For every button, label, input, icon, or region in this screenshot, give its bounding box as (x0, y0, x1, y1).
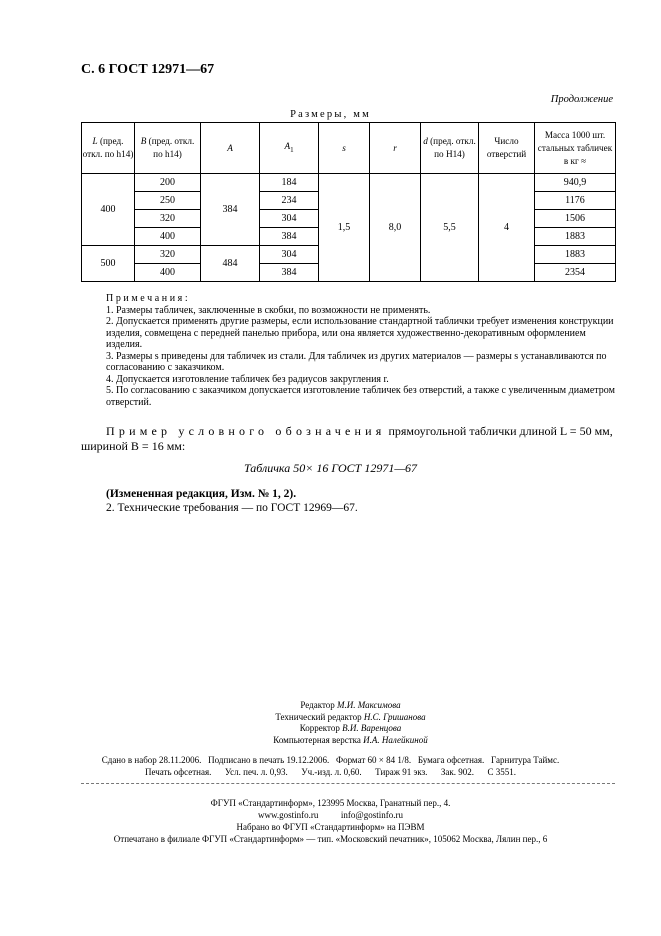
cell-A1: 304 (260, 246, 319, 264)
table-header-row (82, 123, 616, 174)
table-row (82, 174, 616, 192)
header-r: r (370, 123, 421, 174)
header-mass: Масса 1000 шт. стальных табличек в кг ≈ (535, 123, 616, 174)
header-A: A (201, 123, 260, 174)
notes-section (106, 293, 616, 408)
page-header: С. 6 ГОСТ 12971—67 (81, 62, 215, 77)
cell-mass: 1176 (535, 192, 616, 210)
cell-holes: 4 (479, 174, 535, 282)
cell-A1: 234 (260, 192, 319, 210)
note-item: 4. Допускается изготовление табличек без радиусов закругления r. (106, 373, 389, 385)
note-item: 5. По согласованию с заказчиком допускается изготовление табличек без отверстий, а также с увеличенным диаметром отверстий. (106, 385, 615, 408)
example-designation: Табличка 50× 16 ГОСТ 12971—67 (243, 461, 418, 475)
publisher-block (0, 797, 661, 845)
imprint-block (0, 754, 661, 778)
editor-line: Компьютерная верстка И.А. Налейкиной (273, 734, 428, 745)
cell-B: 400 (135, 228, 201, 246)
cell-s: 1,5 (319, 174, 370, 282)
cell-L: 500 (82, 246, 135, 282)
cell-B: 320 (135, 246, 201, 264)
cell-B: 320 (135, 210, 201, 228)
header-d: d (пред. откл. по H14) (421, 123, 479, 174)
imprint-line: Печать офсетная. Усл. печ. л. 0,93. Уч.-изд. л. 0,60. Тираж 91 экз. Зак. 902. С 3551. (144, 767, 517, 777)
header-L: L (пред. откл. по h14) (82, 123, 135, 174)
header-A1: $A_1$ (260, 123, 319, 174)
notes-title: Примечания: (106, 293, 191, 304)
cell-r: 8,0 (370, 174, 421, 282)
imprint-line: Сдано в набор 28.11.2006. Подписано в печать 19.12.2006. Формат 60 × 84 1/8. Бумага офсетная. Гарнитура Таймс. (101, 755, 560, 765)
cell-A: 484 (201, 246, 260, 282)
cell-mass: 1883 (535, 246, 616, 264)
editor-line: Редактор М.И. Максимова (300, 700, 401, 710)
cell-B: 400 (135, 264, 201, 282)
cell-mass: 940,9 (535, 174, 616, 192)
cell-A1: 384 (260, 228, 319, 246)
header-s: s (319, 123, 370, 174)
dimensions-table (81, 122, 616, 282)
note-item: 2. Допускается применять другие размеры, если использование стандартной таблички требует изменения конструкции изделия, совмещена с передней панелью прибора, или она является художественно-декоративным оформлением изделия. (106, 316, 614, 350)
cell-A: 384 (201, 174, 260, 246)
tech-requirements: 2. Технические требования — по ГОСТ 12969—67. (106, 502, 358, 514)
cell-mass: 2354 (535, 264, 616, 282)
divider (81, 783, 615, 784)
cell-B: 250 (135, 192, 201, 210)
publisher-line: www.gostinfo.ru info@gostinfo.ru (258, 810, 403, 820)
cell-d: 5,5 (421, 174, 479, 282)
publisher-line: ФГУП «Стандартинформ», 123995 Москва, Гранатный пер., 4. (210, 798, 451, 808)
header-holes: Число отверстий (479, 123, 535, 174)
cell-A1: 184 (260, 174, 319, 192)
publisher-line: Отпечатано в филиале ФГУП «Стандартинформ» — тип. «Московский печатник», 105062 Москва, Лялин пер., 6 (113, 834, 548, 844)
header-B: B (пред. откл. по h14) (135, 123, 201, 174)
continuation-label: Продолжение (550, 94, 613, 105)
cell-B: 200 (135, 174, 201, 192)
cell-L: 400 (82, 174, 135, 246)
amendment-note: (Измененная редакция, Изм. № 1, 2). (106, 488, 297, 500)
publisher-line: Набрано во ФГУП «Стандартинформ» на ПЭВМ (236, 822, 425, 832)
cell-A1: 384 (260, 264, 319, 282)
example-lead: Пример условного обозначения (106, 424, 386, 438)
note-item: 3. Размеры s приведены для табличек из стали. Для табличек из других материалов — размеры s устанавливаются по согласованию с заказчиком. (106, 350, 607, 373)
editor-line: Технический редактор Н.С. Гришанова (275, 711, 426, 722)
example-paragraph (81, 424, 616, 454)
cell-A1: 304 (260, 210, 319, 228)
note-item: 1. Размеры табличек, заключенные в скобки, по возможности не применять. (106, 304, 431, 316)
cell-mass: 1506 (535, 210, 616, 228)
example-text: прямоугольной таблички длиной L = 50 мм, шириной B = 16 мм: (81, 424, 613, 453)
editor-line: Корректор В.И. Варенцова (299, 723, 402, 733)
editors-block (0, 700, 661, 746)
cell-mass: 1883 (535, 228, 616, 246)
table-caption: Размеры, мм (290, 109, 371, 120)
